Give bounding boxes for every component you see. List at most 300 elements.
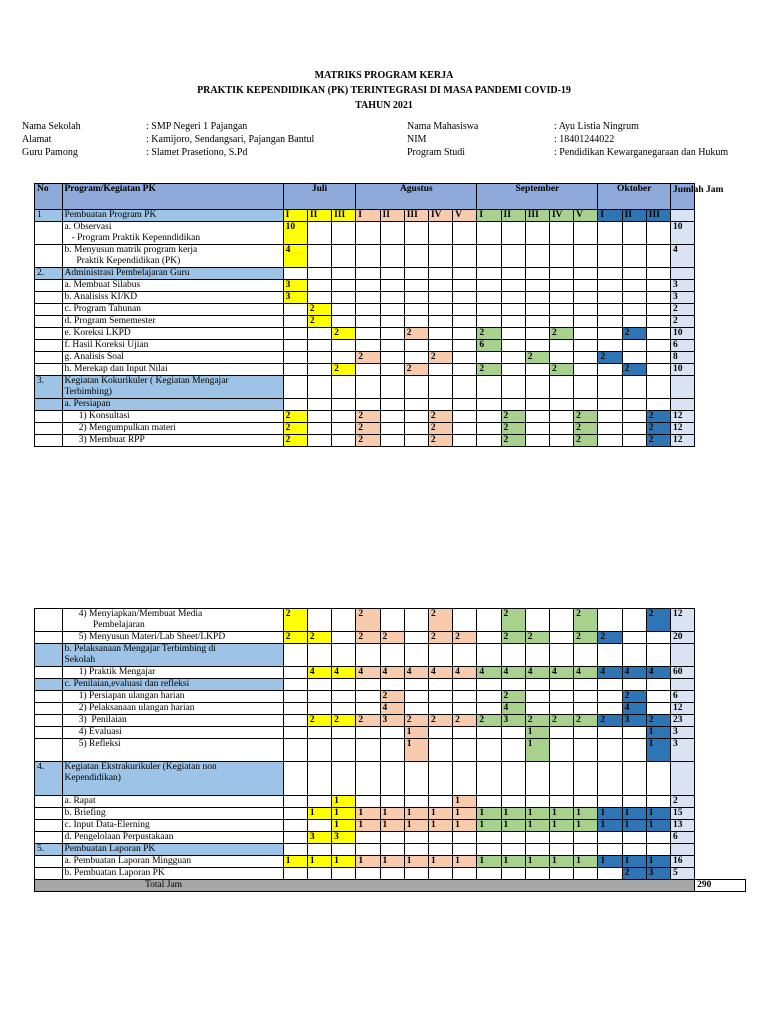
week-cell: 1 — [332, 820, 356, 832]
week-cell — [453, 316, 477, 328]
week-cell — [574, 340, 598, 352]
week-cell — [525, 762, 549, 796]
week-cell — [380, 762, 404, 796]
week-cell — [380, 352, 404, 364]
week-cell: 2 — [525, 632, 549, 644]
week-cell — [332, 727, 356, 739]
week-cell — [574, 796, 598, 808]
week-cell: 1 — [549, 808, 573, 820]
week-cell — [332, 304, 356, 316]
week-cell — [525, 703, 549, 715]
week-cell — [622, 245, 646, 268]
week-cell: 1 — [477, 820, 501, 832]
week-cell — [622, 222, 646, 245]
week-cell: 4 — [332, 667, 356, 679]
week-cell — [549, 411, 573, 423]
week-cell: 1 — [428, 808, 452, 820]
week-cell — [380, 292, 404, 304]
week-cell — [428, 292, 452, 304]
week-cell — [622, 292, 646, 304]
info-label: Guru Pamong — [22, 147, 78, 158]
week-cell: IV — [549, 210, 573, 222]
week-cell — [356, 328, 380, 340]
week-cell — [501, 364, 525, 376]
week-cell — [646, 245, 670, 268]
week-cell — [525, 304, 549, 316]
week-cell: 2 — [646, 423, 670, 435]
week-cell — [283, 364, 307, 376]
week-cell — [332, 632, 356, 644]
week-cell — [598, 340, 622, 352]
week-cell — [598, 411, 622, 423]
activity-label: 2) Pelaksanaan ulangan harian — [62, 703, 283, 715]
week-cell — [501, 844, 525, 856]
week-cell: 1 — [453, 856, 477, 868]
week-cell — [380, 832, 404, 844]
table-row — [35, 868, 746, 880]
week-cell: 1 — [453, 808, 477, 820]
week-cell — [404, 222, 428, 245]
week-cell: 1 — [404, 820, 428, 832]
week-cell — [598, 727, 622, 739]
activity-label: a. Membuat Silabus — [62, 280, 283, 292]
row-total-hours — [671, 210, 695, 222]
week-cell — [283, 832, 307, 844]
week-cell: I — [477, 210, 501, 222]
week-cell: 2 — [501, 411, 525, 423]
week-cell — [525, 280, 549, 292]
row-total-hours — [671, 376, 695, 399]
week-cell — [283, 796, 307, 808]
week-cell — [622, 435, 646, 447]
week-cell — [501, 340, 525, 352]
activity-label: 4) Evaluasi — [62, 727, 283, 739]
week-cell: 2 — [332, 328, 356, 340]
week-cell — [307, 844, 331, 856]
week-cell — [477, 796, 501, 808]
week-cell — [501, 280, 525, 292]
week-cell — [453, 364, 477, 376]
week-cell — [453, 376, 477, 399]
week-cell — [574, 844, 598, 856]
week-cell — [380, 868, 404, 880]
week-cell: 2 — [622, 868, 646, 880]
row-number — [35, 340, 63, 352]
week-cell — [404, 703, 428, 715]
week-cell — [477, 644, 501, 667]
week-cell — [404, 868, 428, 880]
week-cell — [646, 679, 670, 691]
week-cell — [549, 399, 573, 411]
week-cell: 2 — [622, 691, 646, 703]
activity-label: f. Hasil Koreksi Ujian — [62, 340, 283, 352]
row-total-hours: 12 — [671, 411, 695, 423]
week-cell: 1 — [477, 856, 501, 868]
week-cell: 3 — [646, 868, 670, 880]
week-cell — [380, 679, 404, 691]
week-cell — [477, 280, 501, 292]
week-cell — [549, 691, 573, 703]
week-cell — [428, 268, 452, 280]
activity-label: 1) Persiapan ulangan harian — [62, 691, 283, 703]
week-cell: IV — [428, 210, 452, 222]
week-cell: 2 — [283, 423, 307, 435]
week-cell — [622, 304, 646, 316]
row-total-hours — [671, 268, 695, 280]
week-cell — [453, 423, 477, 435]
row-total-hours: 12 — [670, 609, 694, 632]
week-cell — [598, 844, 622, 856]
week-cell — [380, 280, 404, 292]
week-cell: 2 — [307, 316, 331, 328]
week-cell — [307, 609, 331, 632]
week-cell — [598, 679, 622, 691]
week-cell: 4 — [501, 703, 525, 715]
week-cell: 2 — [574, 435, 598, 447]
week-cell: 1 — [404, 739, 428, 762]
week-cell — [574, 222, 598, 245]
week-cell — [598, 832, 622, 844]
row-total-hours: 3 — [670, 739, 694, 762]
row-total-hours: 3 — [670, 727, 694, 739]
week-cell: 2 — [646, 435, 670, 447]
week-cell — [622, 832, 646, 844]
week-cell — [404, 292, 428, 304]
week-cell — [501, 727, 525, 739]
week-cell — [307, 328, 331, 340]
week-cell — [453, 435, 477, 447]
week-cell — [525, 868, 549, 880]
week-cell — [525, 609, 549, 632]
week-cell: 4 — [646, 667, 670, 679]
row-number — [35, 632, 63, 644]
week-cell — [453, 844, 477, 856]
row-total-hours: 2 — [670, 796, 694, 808]
activity-label: Pembuatan Program PK — [62, 210, 283, 222]
week-cell — [477, 832, 501, 844]
week-cell — [332, 268, 356, 280]
week-cell — [283, 739, 307, 762]
week-cell: 2 — [283, 435, 307, 447]
week-cell — [646, 364, 670, 376]
week-cell — [622, 280, 646, 292]
week-cell: 1 — [477, 808, 501, 820]
week-cell: 2 — [574, 411, 598, 423]
week-cell: 2 — [356, 411, 380, 423]
header-no: No — [35, 184, 63, 210]
week-cell: 2 — [404, 328, 428, 340]
week-cell — [574, 762, 598, 796]
row-total-hours — [671, 399, 695, 411]
week-cell — [622, 399, 646, 411]
week-cell: 1 — [646, 727, 670, 739]
week-cell — [380, 399, 404, 411]
week-cell: 1 — [598, 808, 622, 820]
info-value: : Ayu Listia Ningrum — [554, 121, 639, 132]
week-cell — [283, 868, 307, 880]
week-cell: 2 — [574, 632, 598, 644]
header-month-agustus: Agustus — [356, 184, 477, 210]
week-cell — [404, 340, 428, 352]
week-cell — [307, 868, 331, 880]
week-cell — [404, 423, 428, 435]
week-cell — [428, 364, 452, 376]
week-cell — [380, 644, 404, 667]
activity-label: Administrasi Pembelajaran Guru — [62, 268, 283, 280]
week-cell — [598, 739, 622, 762]
week-cell: 4 — [501, 667, 525, 679]
week-cell — [453, 352, 477, 364]
week-cell — [477, 423, 501, 435]
activity-label: Kegiatan Kokurikuler ( Kegiatan Mengajar Terbimbing) — [62, 376, 283, 399]
week-cell: 1 — [501, 856, 525, 868]
week-cell: 2 — [356, 632, 380, 644]
week-cell: 4 — [356, 667, 380, 679]
week-cell — [404, 609, 428, 632]
week-cell: 2 — [404, 364, 428, 376]
week-cell — [404, 304, 428, 316]
week-cell: II — [307, 210, 331, 222]
week-cell — [283, 715, 307, 727]
week-cell — [598, 435, 622, 447]
week-cell — [622, 376, 646, 399]
row-number — [35, 715, 63, 727]
week-cell — [380, 411, 404, 423]
week-cell: 1 — [646, 808, 670, 820]
week-cell — [525, 340, 549, 352]
row-total-hours: 12 — [671, 423, 695, 435]
table-row — [35, 222, 746, 245]
week-cell — [380, 727, 404, 739]
week-cell — [428, 832, 452, 844]
week-cell: 2 — [283, 632, 307, 644]
week-cell: 2 — [598, 632, 622, 644]
week-cell — [477, 762, 501, 796]
week-cell — [307, 364, 331, 376]
week-cell — [477, 727, 501, 739]
row-number: 3. — [35, 376, 63, 399]
row-number — [35, 609, 63, 632]
week-cell — [501, 832, 525, 844]
week-cell — [453, 245, 477, 268]
week-cell: 2 — [332, 715, 356, 727]
week-cell: 1 — [332, 796, 356, 808]
week-cell — [477, 632, 501, 644]
activity-label: a. Pembuatan Laporan Mingguan — [62, 856, 283, 868]
table-row — [35, 268, 746, 280]
table-row — [35, 739, 746, 762]
identity-row — [22, 133, 742, 146]
week-cell — [283, 316, 307, 328]
week-cell: 3 — [501, 715, 525, 727]
activity-label: g. Analisis Soal — [62, 352, 283, 364]
row-total-hours: 6 — [670, 832, 694, 844]
week-cell — [598, 691, 622, 703]
table-row — [35, 423, 746, 435]
week-cell — [404, 376, 428, 399]
table-row — [35, 340, 746, 352]
row-number — [35, 703, 63, 715]
week-cell — [549, 679, 573, 691]
info-label: NIM — [407, 134, 427, 145]
week-cell — [283, 820, 307, 832]
week-cell — [332, 435, 356, 447]
activity-label: a. Observasi - Program Praktik Kepenndidikan — [62, 222, 283, 245]
table-row — [35, 632, 746, 644]
week-cell — [307, 376, 331, 399]
week-cell — [307, 423, 331, 435]
week-cell — [307, 739, 331, 762]
week-cell — [501, 762, 525, 796]
week-cell: 1 — [332, 856, 356, 868]
week-cell — [598, 644, 622, 667]
row-total-hours — [670, 644, 694, 667]
table-row — [35, 715, 746, 727]
week-cell — [525, 679, 549, 691]
week-cell — [501, 316, 525, 328]
week-cell: 1 — [356, 856, 380, 868]
activity-label: b. Briefing — [62, 808, 283, 820]
week-cell — [404, 796, 428, 808]
week-cell — [549, 280, 573, 292]
week-cell — [283, 762, 307, 796]
week-cell: 2 — [598, 352, 622, 364]
week-cell — [380, 364, 404, 376]
activity-label: 3) Membuat RPP — [62, 435, 283, 447]
week-cell — [283, 340, 307, 352]
activity-label: b. Pembuatan Laporan PK — [62, 868, 283, 880]
week-cell — [477, 691, 501, 703]
week-cell: 2 — [380, 691, 404, 703]
week-cell: 2 — [646, 411, 670, 423]
activity-label: d. Program Sememester — [62, 316, 283, 328]
week-cell — [404, 411, 428, 423]
week-cell — [428, 376, 452, 399]
info-value: : 18401244022 — [554, 134, 615, 145]
week-cell — [646, 222, 670, 245]
week-cell — [404, 352, 428, 364]
week-cell — [646, 691, 670, 703]
week-cell — [622, 844, 646, 856]
week-cell — [453, 328, 477, 340]
week-cell: 1 — [501, 808, 525, 820]
week-cell — [453, 304, 477, 316]
week-cell — [525, 292, 549, 304]
week-cell — [453, 868, 477, 880]
week-cell: 4 — [404, 667, 428, 679]
row-number — [35, 739, 63, 762]
week-cell — [332, 245, 356, 268]
total-label: Total Jam — [35, 880, 695, 892]
week-cell — [404, 691, 428, 703]
activity-label: 1) Praktik Mengajar — [62, 667, 283, 679]
week-cell: 1 — [549, 820, 573, 832]
week-cell — [646, 316, 670, 328]
table-row — [35, 667, 746, 679]
week-cell — [332, 399, 356, 411]
week-cell — [428, 691, 452, 703]
header-program: Program/Kegiatan PK — [62, 184, 283, 210]
activity-label: 5) Refleksi — [62, 739, 283, 762]
header-jumlah-jam: Jumlah Jam — [671, 184, 695, 210]
week-cell — [525, 796, 549, 808]
week-cell — [622, 609, 646, 632]
week-cell: 1 — [453, 796, 477, 808]
week-cell — [646, 796, 670, 808]
row-total-hours: 10 — [671, 364, 695, 376]
activity-label: b. Pelaksanaan Mengajar Terbimbing di Sekolah — [62, 644, 283, 667]
week-cell — [501, 399, 525, 411]
week-cell — [332, 376, 356, 399]
week-cell — [380, 423, 404, 435]
week-cell — [428, 796, 452, 808]
week-cell: 1 — [428, 856, 452, 868]
week-cell — [525, 364, 549, 376]
week-cell: 1 — [598, 856, 622, 868]
week-cell — [380, 609, 404, 632]
row-total-hours: 6 — [670, 691, 694, 703]
info-value: : Slamet Prasetiono, S.Pd — [146, 147, 248, 158]
week-cell: 2 — [646, 609, 670, 632]
week-cell — [622, 352, 646, 364]
week-cell — [283, 844, 307, 856]
week-cell — [598, 364, 622, 376]
week-cell — [380, 245, 404, 268]
row-total-hours: 12 — [670, 703, 694, 715]
week-cell — [307, 292, 331, 304]
week-cell — [428, 340, 452, 352]
row-number — [35, 667, 63, 679]
week-cell — [598, 292, 622, 304]
week-cell — [622, 644, 646, 667]
grand-total-hours: 290 — [695, 880, 746, 892]
week-cell — [404, 679, 428, 691]
week-cell: 2 — [501, 609, 525, 632]
week-cell — [525, 435, 549, 447]
activity-label: d. Pengelolaan Perpustakaan — [62, 832, 283, 844]
activity-label: b. Menyusun matrik program kerja Praktik Kependidikan (PK) — [62, 245, 283, 268]
week-cell: III — [332, 210, 356, 222]
week-cell: 4 — [622, 703, 646, 715]
info-value: : Kamijoro, Sendangsari, Pajangan Bantul — [146, 134, 315, 145]
week-cell — [598, 245, 622, 268]
row-number — [35, 679, 63, 691]
week-cell — [598, 399, 622, 411]
row-number — [35, 423, 63, 435]
week-cell — [453, 222, 477, 245]
row-total-hours: 16 — [670, 856, 694, 868]
week-cell: 3 — [283, 292, 307, 304]
week-cell — [428, 328, 452, 340]
row-number — [35, 796, 63, 808]
week-cell — [646, 762, 670, 796]
week-cell — [477, 316, 501, 328]
week-cell: 1 — [283, 856, 307, 868]
week-cell — [574, 328, 598, 340]
week-cell — [356, 376, 380, 399]
week-cell — [453, 679, 477, 691]
week-cell — [332, 644, 356, 667]
week-cell — [356, 292, 380, 304]
table-row — [35, 796, 746, 808]
week-cell — [646, 328, 670, 340]
table-row — [35, 703, 746, 715]
week-cell: 4 — [283, 245, 307, 268]
title-line-2: PRAKTIK KEPENDIDIKAN (PK) TERINTEGRASI DI MASA PANDEMI COVID-19 — [197, 85, 571, 96]
week-cell: 2 — [598, 715, 622, 727]
week-cell — [549, 245, 573, 268]
week-cell — [598, 304, 622, 316]
